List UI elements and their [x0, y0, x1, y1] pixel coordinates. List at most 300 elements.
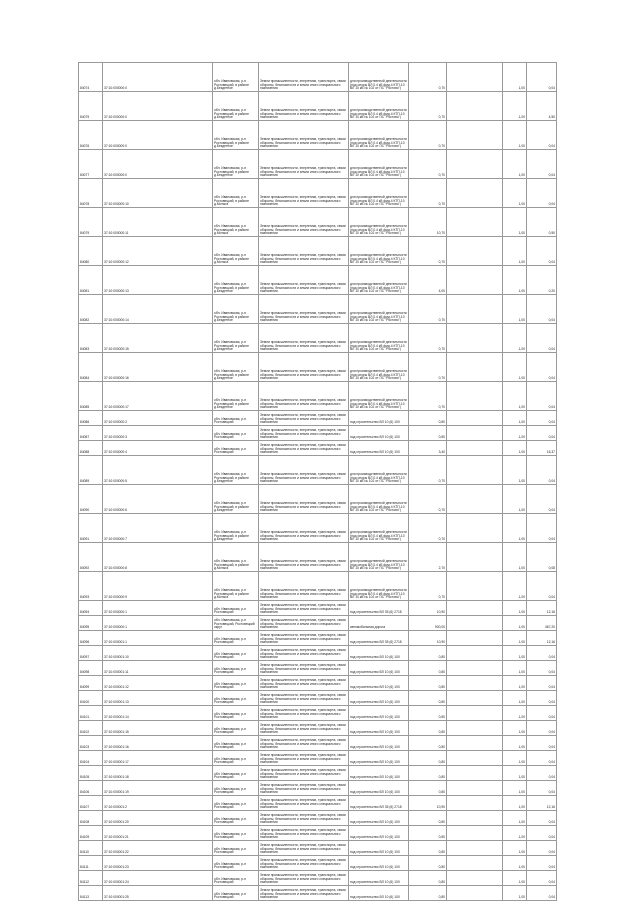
- empty-cell: [447, 572, 503, 601]
- cadastral-number: 37:10:000000:2: [103, 411, 213, 426]
- empty-cell: [447, 324, 503, 353]
- area: 4,00: [409, 266, 447, 295]
- address: обл. Ивановская, р-н Ростовецкий: [213, 766, 259, 781]
- address: обл. Ивановская, р-н Ростовецкий: [213, 706, 259, 721]
- area: 0,80: [409, 856, 447, 871]
- empty-cell: [447, 766, 503, 781]
- empty-cell: [447, 796, 503, 811]
- permitted-use: для производственной деятельности (под опоры ВЛ 0.4 кВ фид.4 КТП-10 ВЛ 10 кВ № 102 от ПС "Ростово"): [349, 295, 409, 324]
- cadastral-number: 37:10:000000:9: [103, 572, 213, 601]
- land-category: Земли промышленности, энергетики, транспорта, связи обороны, безопасности и земли иного специального назначения: [259, 796, 349, 811]
- amount: 0,04: [527, 676, 557, 691]
- empty-cell: [447, 485, 503, 514]
- table-row: [79, 92, 557, 121]
- table-row: [79, 841, 557, 856]
- land-category: Земли промышленности, энергетики, транспорта, связи обороны, безопасности и земли иного специального назначения: [259, 266, 349, 295]
- empty-cell: [447, 543, 503, 572]
- rate: 1,00: [503, 616, 527, 631]
- rate: 1,00: [503, 766, 527, 781]
- empty-cell: [447, 63, 503, 92]
- area: 900,00: [409, 616, 447, 631]
- address: обл. Ивановская, р-н Ростовецкий: [213, 426, 259, 441]
- empty-cell: [447, 208, 503, 237]
- area: 0,80: [409, 676, 447, 691]
- land-category: Земли промышленности, энергетики, транспорта, связи обороны, безопасности и земли иного специального назначения: [259, 441, 349, 456]
- land-category: Земли промышленности, энергетики, транспорта, связи обороны, безопасности и земли иного специального назначения: [259, 601, 349, 616]
- table-row: [79, 631, 557, 646]
- area: 0,80: [409, 841, 447, 856]
- address: обл. Ивановская, р-н Ростовецкий: [213, 646, 259, 661]
- address: обл. Ивановская, р-н Ростовецкий, Ростовецкий округ: [213, 616, 259, 631]
- cadastral-number: 37:10:000001:22: [103, 841, 213, 856]
- cadastral-number: 37:10:000000:15: [103, 324, 213, 353]
- address: обл. Ивановская, р-н Ростовецкий, в районе д.Бездетное: [213, 150, 259, 179]
- area: 0,80: [409, 826, 447, 841]
- area: 0,70: [409, 485, 447, 514]
- area: 0,80: [409, 426, 447, 441]
- amount: 0,04: [527, 781, 557, 796]
- empty-cell: [447, 871, 503, 886]
- table-row: [79, 543, 557, 572]
- area: 10,90: [409, 601, 447, 616]
- table-row: [79, 661, 557, 676]
- amount: 0,04: [527, 456, 557, 485]
- amount: 0,04: [527, 691, 557, 706]
- table-row: [79, 426, 557, 441]
- amount: 0,04: [527, 736, 557, 751]
- table-row: [79, 295, 557, 324]
- row-number: 84107: [79, 796, 103, 811]
- table-row: [79, 382, 557, 411]
- amount: 0,04: [527, 121, 557, 150]
- row-number: 84112: [79, 871, 103, 886]
- land-category: Земли промышленности, энергетики, транспорта, связи обороны, безопасности и земли иного специального назначения: [259, 676, 349, 691]
- area: 0,80: [409, 411, 447, 426]
- row-number: 84101: [79, 706, 103, 721]
- area: 0,70: [409, 150, 447, 179]
- address: обл. Ивановская, р-н Ростовецкий: [213, 721, 259, 736]
- permitted-use: для производственной деятельности (под опоры ВЛ 0.4 кВ фид.4 КТП-10 ВЛ 10 кВ № 102 от ПС "Ростово"): [349, 485, 409, 514]
- address: обл. Ивановская, р-н Ростовецкий, в районе д.Бездетное: [213, 514, 259, 543]
- address: обл. Ивановская, р-н Ростовецкий: [213, 691, 259, 706]
- table-row: [79, 691, 557, 706]
- address: обл. Ивановская, р-н Ростовецкий: [213, 736, 259, 751]
- address: обл. Ивановская, р-н Ростовецкий: [213, 796, 259, 811]
- land-category: Земли промышленности, энергетики, транспорта, связи обороны, безопасности и земли иного специального назначения: [259, 721, 349, 736]
- amount: 0,04: [527, 514, 557, 543]
- row-number: 84085: [79, 382, 103, 411]
- address: обл. Ивановская, р-н Ростовецкий: [213, 811, 259, 826]
- land-category: Земли промышленности, энергетики, транспорта, связи обороны, безопасности и земли иного специального назначения: [259, 150, 349, 179]
- permitted-use: для производственной деятельности (под опоры ВЛ 0.4 кВ фид.4 КТП-10 ВЛ 10 кВ № 102 от ПС "Ростово"): [349, 150, 409, 179]
- permitted-use: для производственной деятельности (под опоры ВЛ 0.4 кВ фид.4 КТП-10 ВЛ 10 кВ № 102 от ПС "Ростово"): [349, 63, 409, 92]
- amount: 0,04: [527, 295, 557, 324]
- rate: 1,00: [503, 841, 527, 856]
- row-number: 84108: [79, 811, 103, 826]
- empty-cell: [447, 811, 503, 826]
- empty-cell: [447, 441, 503, 456]
- cadastral-number: 37:10:000000:8: [103, 543, 213, 572]
- cadastral-number: 37:10:000001:10: [103, 646, 213, 661]
- row-number: 84081: [79, 266, 103, 295]
- table-row: [79, 721, 557, 736]
- empty-cell: [447, 456, 503, 485]
- row-number: 84094: [79, 601, 103, 616]
- address: обл. Ивановская, р-н Ростовецкий, в районе д.Бездетное: [213, 266, 259, 295]
- area: 0,80: [409, 646, 447, 661]
- register-table: [78, 62, 557, 901]
- rate: 1,00: [503, 208, 527, 237]
- empty-cell: [447, 856, 503, 871]
- address: обл. Ивановская, р-н Ростовецкий, в районе д.Бездетное: [213, 456, 259, 485]
- row-number: 84105: [79, 766, 103, 781]
- permitted-use: под строительство ВЛ 10 (6) 100: [349, 411, 409, 426]
- rate: 1,00: [503, 826, 527, 841]
- rate: 1,00: [503, 92, 527, 121]
- land-category: Земли промышленности, энергетики, транспорта, связи обороны, безопасности и земли иного специального назначения: [259, 766, 349, 781]
- permitted-use: для производственной деятельности (под опоры ВЛ 0.4 кВ фид.4 КТП-10 ВЛ 10 кВ № 102 от ПС "Ростово"): [349, 237, 409, 266]
- table-row: [79, 456, 557, 485]
- table-row: [79, 706, 557, 721]
- area: 0,70: [409, 514, 447, 543]
- rate: 1,00: [503, 781, 527, 796]
- row-number: 84078: [79, 179, 103, 208]
- area: 0,70: [409, 179, 447, 208]
- table-row: [79, 150, 557, 179]
- empty-cell: [447, 121, 503, 150]
- permitted-use: для производственной деятельности (под опоры ВЛ 0.4 кВ фид.4 КТП-10 ВЛ 10 кВ № 102 от ПС "Ростово"): [349, 324, 409, 353]
- permitted-use: под строительство ВЛ 10 (6) 100: [349, 751, 409, 766]
- area: 2,70: [409, 543, 447, 572]
- amount: 0,04: [527, 63, 557, 92]
- land-category: Земли промышленности, энергетики, транспорта, связи обороны, безопасности и земли иного специального назначения: [259, 841, 349, 856]
- address: обл. Ивановская, р-н Ростовецкий, в районе д.Мотыга: [213, 208, 259, 237]
- row-number: 84088: [79, 441, 103, 456]
- cadastral-number: 37:10:000000:3: [103, 426, 213, 441]
- table-row: [79, 826, 557, 841]
- cadastral-number: 37:10:000000:4: [103, 441, 213, 456]
- amount: 0,04: [527, 646, 557, 661]
- permitted-use: под строительство ВЛ 10 (6) 100: [349, 856, 409, 871]
- row-number: 84098: [79, 661, 103, 676]
- cadastral-number: 37:10:000000:0: [103, 150, 213, 179]
- empty-cell: [447, 150, 503, 179]
- permitted-use: под строительство ВЛ 10 (6) 100: [349, 886, 409, 901]
- empty-cell: [447, 886, 503, 901]
- row-number: 84090: [79, 485, 103, 514]
- amount: 0,04: [527, 237, 557, 266]
- area: 0,70: [409, 92, 447, 121]
- table-row: [79, 572, 557, 601]
- empty-cell: [447, 706, 503, 721]
- cadastral-number: 37:10:000001:24: [103, 871, 213, 886]
- permitted-use: под строительство ВЛ 35 (6) 2718: [349, 631, 409, 646]
- permitted-use: под строительство ВЛ 10 (6) 100: [349, 766, 409, 781]
- row-number: 84077: [79, 150, 103, 179]
- row-number: 84089: [79, 456, 103, 485]
- land-category: Земли промышленности, энергетики, транспорта, связи обороны, безопасности и земли иного специального назначения: [259, 411, 349, 426]
- land-category: Земли промышленности, энергетики, транспорта, связи обороны, безопасности и земли иного специального назначения: [259, 514, 349, 543]
- land-category: Земли промышленности, энергетики, транспорта, связи обороны, безопасности и земли иного специального назначения: [259, 208, 349, 237]
- permitted-use: для производственной деятельности (под опоры ВЛ 0.4 кВ фид.4 КТП-10 ВЛ 10 кВ № 102 от ПС "Ростово"): [349, 572, 409, 601]
- empty-cell: [447, 661, 503, 676]
- permitted-use: под строительство ВЛ 10 (6) 100: [349, 721, 409, 736]
- land-category: Земли промышленности, энергетики, транспорта, связи обороны, безопасности и земли иного специального назначения: [259, 706, 349, 721]
- row-number: 84106: [79, 781, 103, 796]
- rate: 1,00: [503, 661, 527, 676]
- permitted-use: под строительство ВЛ 10 (6) 100: [349, 736, 409, 751]
- permitted-use: под строительство ВЛ 10 (6) 100: [349, 811, 409, 826]
- table-row: [79, 485, 557, 514]
- table-row: [79, 796, 557, 811]
- cadastral-number: 37:10:000000:0: [103, 63, 213, 92]
- permitted-use: под строительство ВЛ 10 (6) 100: [349, 841, 409, 856]
- amount: 0,04: [527, 826, 557, 841]
- amount: 0,08: [527, 543, 557, 572]
- address: обл. Ивановская, р-н Ростовецкий, в районе д.Бездетное: [213, 295, 259, 324]
- amount: 0,04: [527, 150, 557, 179]
- land-category: Земли промышленности, энергетики, транспорта, связи обороны, безопасности и земли иного специального назначения: [259, 543, 349, 572]
- address: обл. Ивановская, р-н Ростовецкий, в районе д.Бездетное: [213, 382, 259, 411]
- empty-cell: [447, 721, 503, 736]
- area: 0,80: [409, 751, 447, 766]
- address: обл. Ивановская, р-н Ростовецкий: [213, 781, 259, 796]
- amount: 0,04: [527, 572, 557, 601]
- permitted-use: под строительство ВЛ 10 (6) 100: [349, 706, 409, 721]
- permitted-use: для производственной деятельности (под опоры ВЛ 0.4 кВ фид.4 КТП-10 ВЛ 10 кВ № 102 от ПС "Ростово"): [349, 456, 409, 485]
- row-number: 84092: [79, 543, 103, 572]
- area: 0,70: [409, 295, 447, 324]
- row-number: 84111: [79, 856, 103, 871]
- rate: 1,00: [503, 411, 527, 426]
- rate: 1,00: [503, 456, 527, 485]
- table-row: [79, 324, 557, 353]
- empty-cell: [447, 179, 503, 208]
- empty-cell: [447, 736, 503, 751]
- cadastral-number: 37:10:000001:21: [103, 826, 213, 841]
- area: 0,80: [409, 781, 447, 796]
- empty-cell: [447, 426, 503, 441]
- cadastral-number: 37:10:000001:2: [103, 796, 213, 811]
- empty-cell: [447, 382, 503, 411]
- land-category: Земли промышленности, энергетики, транспорта, связи обороны, безопасности и земли иного специального назначения: [259, 485, 349, 514]
- table-row: [79, 208, 557, 237]
- cadastral-number: 37:10:000001:25: [103, 886, 213, 901]
- rate: 1,00: [503, 676, 527, 691]
- register-rows: [79, 63, 557, 901]
- rate: 1,00: [503, 856, 527, 871]
- land-category: Земли промышленности, энергетики, транспорта, связи обороны, безопасности и земли иного специального назначения: [259, 631, 349, 646]
- area: 0,80: [409, 886, 447, 901]
- permitted-use: под строительство ВЛ 10 (6) 100: [349, 826, 409, 841]
- area: 0,70: [409, 63, 447, 92]
- row-number: 84075: [79, 92, 103, 121]
- rate: 1,00: [503, 237, 527, 266]
- land-category: Земли промышленности, энергетики, транспорта, связи обороны, безопасности и земли иного специального назначения: [259, 691, 349, 706]
- rate: 1,00: [503, 601, 527, 616]
- address: обл. Ивановская, р-н Ростовецкий: [213, 601, 259, 616]
- land-category: Земли промышленности, энергетики, транспорта, связи обороны, безопасности и земли иного специального назначения: [259, 237, 349, 266]
- empty-cell: [447, 676, 503, 691]
- empty-cell: [447, 841, 503, 856]
- row-number: 84109: [79, 826, 103, 841]
- address: обл. Ивановская, р-н Ростовецкий, в районе д.Мотыга: [213, 572, 259, 601]
- rate: 1,00: [503, 796, 527, 811]
- table-row: [79, 266, 557, 295]
- address: обл. Ивановская, р-н Ростовецкий: [213, 676, 259, 691]
- area: 10,70: [409, 208, 447, 237]
- row-number: 84087: [79, 426, 103, 441]
- cadastral-number: 37:10:000000:7: [103, 514, 213, 543]
- permitted-use: для производственной деятельности (под опоры ВЛ 0.4 кВ фид.4 КТП-10 ВЛ 10 кВ № 102 от ПС "Ростово"): [349, 353, 409, 382]
- permitted-use: под строительство ВЛ 10 (6) 100: [349, 691, 409, 706]
- table-row: [79, 601, 557, 616]
- amount: 0,04: [527, 766, 557, 781]
- land-category: Земли промышленности, энергетики, транспорта, связи обороны, безопасности и земли иного специального назначения: [259, 572, 349, 601]
- rate: 1,00: [503, 121, 527, 150]
- amount: 0,04: [527, 485, 557, 514]
- amount: 0,50: [527, 208, 557, 237]
- amount: 0,04: [527, 382, 557, 411]
- amount: 0,04: [527, 426, 557, 441]
- rate: 1,00: [503, 179, 527, 208]
- rate: 1,00: [503, 324, 527, 353]
- cadastral-number: 37:10:000001:11: [103, 661, 213, 676]
- empty-cell: [447, 92, 503, 121]
- area: 0,70: [409, 237, 447, 266]
- empty-cell: [447, 691, 503, 706]
- cadastral-number: 37:10:000000:13: [103, 266, 213, 295]
- amount: 0,20: [527, 266, 557, 295]
- table-row: [79, 411, 557, 426]
- address: обл. Ивановская, р-н Ростовецкий, в районе д.Мотыга: [213, 179, 259, 208]
- permitted-use: под строительство ВЛ 10 (6) 100: [349, 871, 409, 886]
- row-number: 84103: [79, 736, 103, 751]
- row-number: 84074: [79, 63, 103, 92]
- address: обл. Ивановская, р-н Ростовецкий, в районе д.Бездетное: [213, 353, 259, 382]
- row-number: 84080: [79, 237, 103, 266]
- area: 10,90: [409, 631, 447, 646]
- empty-cell: [447, 295, 503, 324]
- table-row: [79, 751, 557, 766]
- permitted-use: под строительство ВЛ 10 (6) 100: [349, 661, 409, 676]
- cadastral-number: 37:10:000001:18: [103, 766, 213, 781]
- rate: 1,00: [503, 426, 527, 441]
- empty-cell: [447, 826, 503, 841]
- permitted-use: под строительство ВЛ 10 (6) 100: [349, 426, 409, 441]
- area: 0,80: [409, 871, 447, 886]
- cadastral-number: 37:10:000001:13: [103, 691, 213, 706]
- cadastral-number: 37:10:000001:12: [103, 676, 213, 691]
- empty-cell: [447, 751, 503, 766]
- address: обл. Ивановская, р-н Ростовецкий, в районе д.Бездетное: [213, 485, 259, 514]
- empty-cell: [447, 631, 503, 646]
- land-category: Земли промышленности, энергетики, транспорта, связи обороны, безопасности и земли иного специального назначения: [259, 456, 349, 485]
- cadastral-number: 37:10:000000:0: [103, 121, 213, 150]
- table-row: [79, 179, 557, 208]
- permitted-use: под строительство ВЛ 10 (6) 100: [349, 781, 409, 796]
- amount: 0,04: [527, 179, 557, 208]
- area: 0,80: [409, 811, 447, 826]
- address: обл. Ивановская, р-н Ростовецкий: [213, 661, 259, 676]
- row-number: 84110: [79, 841, 103, 856]
- address: обл. Ивановская, р-н Ростовецкий: [213, 751, 259, 766]
- amount: 0,04: [527, 706, 557, 721]
- row-number: 84104: [79, 751, 103, 766]
- table-row: [79, 766, 557, 781]
- rate: 1,00: [503, 886, 527, 901]
- area: 0,80: [409, 736, 447, 751]
- permitted-use: для производственной деятельности (под опоры ВЛ 0.4 кВ фид.4 КТП-10 ВЛ 10 кВ № 102 от ПС "Ростово"): [349, 514, 409, 543]
- permitted-use: для производственной деятельности (под опоры ВЛ 0.4 кВ фид.4 КТП-10 ВЛ 10 кВ № 102 от ПС "Ростово"): [349, 382, 409, 411]
- row-number: 84097: [79, 646, 103, 661]
- land-category: Земли промышленности, энергетики, транспорта, связи обороны, безопасности и земли иного специального назначения: [259, 382, 349, 411]
- rate: 1,00: [503, 572, 527, 601]
- amount: 0,04: [527, 871, 557, 886]
- table-row: [79, 237, 557, 266]
- rate: 1,00: [503, 150, 527, 179]
- empty-cell: [447, 266, 503, 295]
- area: 0,80: [409, 661, 447, 676]
- table-row: [79, 736, 557, 751]
- amount: 0,04: [527, 353, 557, 382]
- area: 0,70: [409, 572, 447, 601]
- permitted-use: под строительство ВЛ 10 (6) 100: [349, 646, 409, 661]
- address: обл. Ивановская, р-н Ростовецкий, в районе д.Мотыга: [213, 543, 259, 572]
- amount: 0,04: [527, 411, 557, 426]
- empty-cell: [447, 616, 503, 631]
- land-category: Земли промышленности, энергетики, транспорта, связи обороны, безопасности и земли иного специального назначения: [259, 92, 349, 121]
- table-row: [79, 646, 557, 661]
- amount: 0,04: [527, 661, 557, 676]
- row-number: 84076: [79, 121, 103, 150]
- permitted-use: под строительство ВЛ 35 (6) 2718: [349, 796, 409, 811]
- table-row: [79, 63, 557, 92]
- table-row: [79, 856, 557, 871]
- rate: 1,00: [503, 631, 527, 646]
- cadastral-number: 37:10:000000:0: [103, 92, 213, 121]
- permitted-use: под строительство ВЛ 10 (6) 100: [349, 441, 409, 456]
- address: обл. Ивановская, р-н Ростовецкий, в районе д.Бездетное: [213, 63, 259, 92]
- area: 0,70: [409, 324, 447, 353]
- address: обл. Ивановская, р-н Ростовецкий: [213, 441, 259, 456]
- land-plot-register: [78, 62, 556, 901]
- cadastral-number: 37:10:000000:1: [103, 601, 213, 616]
- cadastral-number: 37:10:000001:17: [103, 751, 213, 766]
- land-category: Земли промышленности, энергетики, транспорта, связи обороны, безопасности и земли иного специального назначения: [259, 811, 349, 826]
- row-number: 84093: [79, 572, 103, 601]
- cadastral-number: 37:10:000000:1: [103, 616, 213, 631]
- row-number: 84095: [79, 616, 103, 631]
- table-row: [79, 616, 557, 631]
- empty-cell: [447, 237, 503, 266]
- area: 0,80: [409, 691, 447, 706]
- address: обл. Ивановская, р-н Ростовецкий, в районе д.Бездетное: [213, 121, 259, 150]
- land-category: Земли промышленности, энергетики, транспорта, связи обороны, безопасности и земли иного специального назначения: [259, 616, 349, 631]
- address: обл. Ивановская, р-н Ростовецкий: [213, 886, 259, 901]
- rate: 1,00: [503, 353, 527, 382]
- row-number: 84082: [79, 295, 103, 324]
- amount: 0,04: [527, 886, 557, 901]
- area: 0,80: [409, 721, 447, 736]
- address: обл. Ивановская, р-н Ростовецкий: [213, 841, 259, 856]
- amount: 16,37: [527, 441, 557, 456]
- cadastral-number: 37:10:000001:15: [103, 721, 213, 736]
- row-number: 84083: [79, 324, 103, 353]
- cadastral-number: 37:10:000000:5: [103, 456, 213, 485]
- empty-cell: [447, 601, 503, 616]
- address: обл. Ивановская, р-н Ростовецкий, в районе д.Бездетное: [213, 324, 259, 353]
